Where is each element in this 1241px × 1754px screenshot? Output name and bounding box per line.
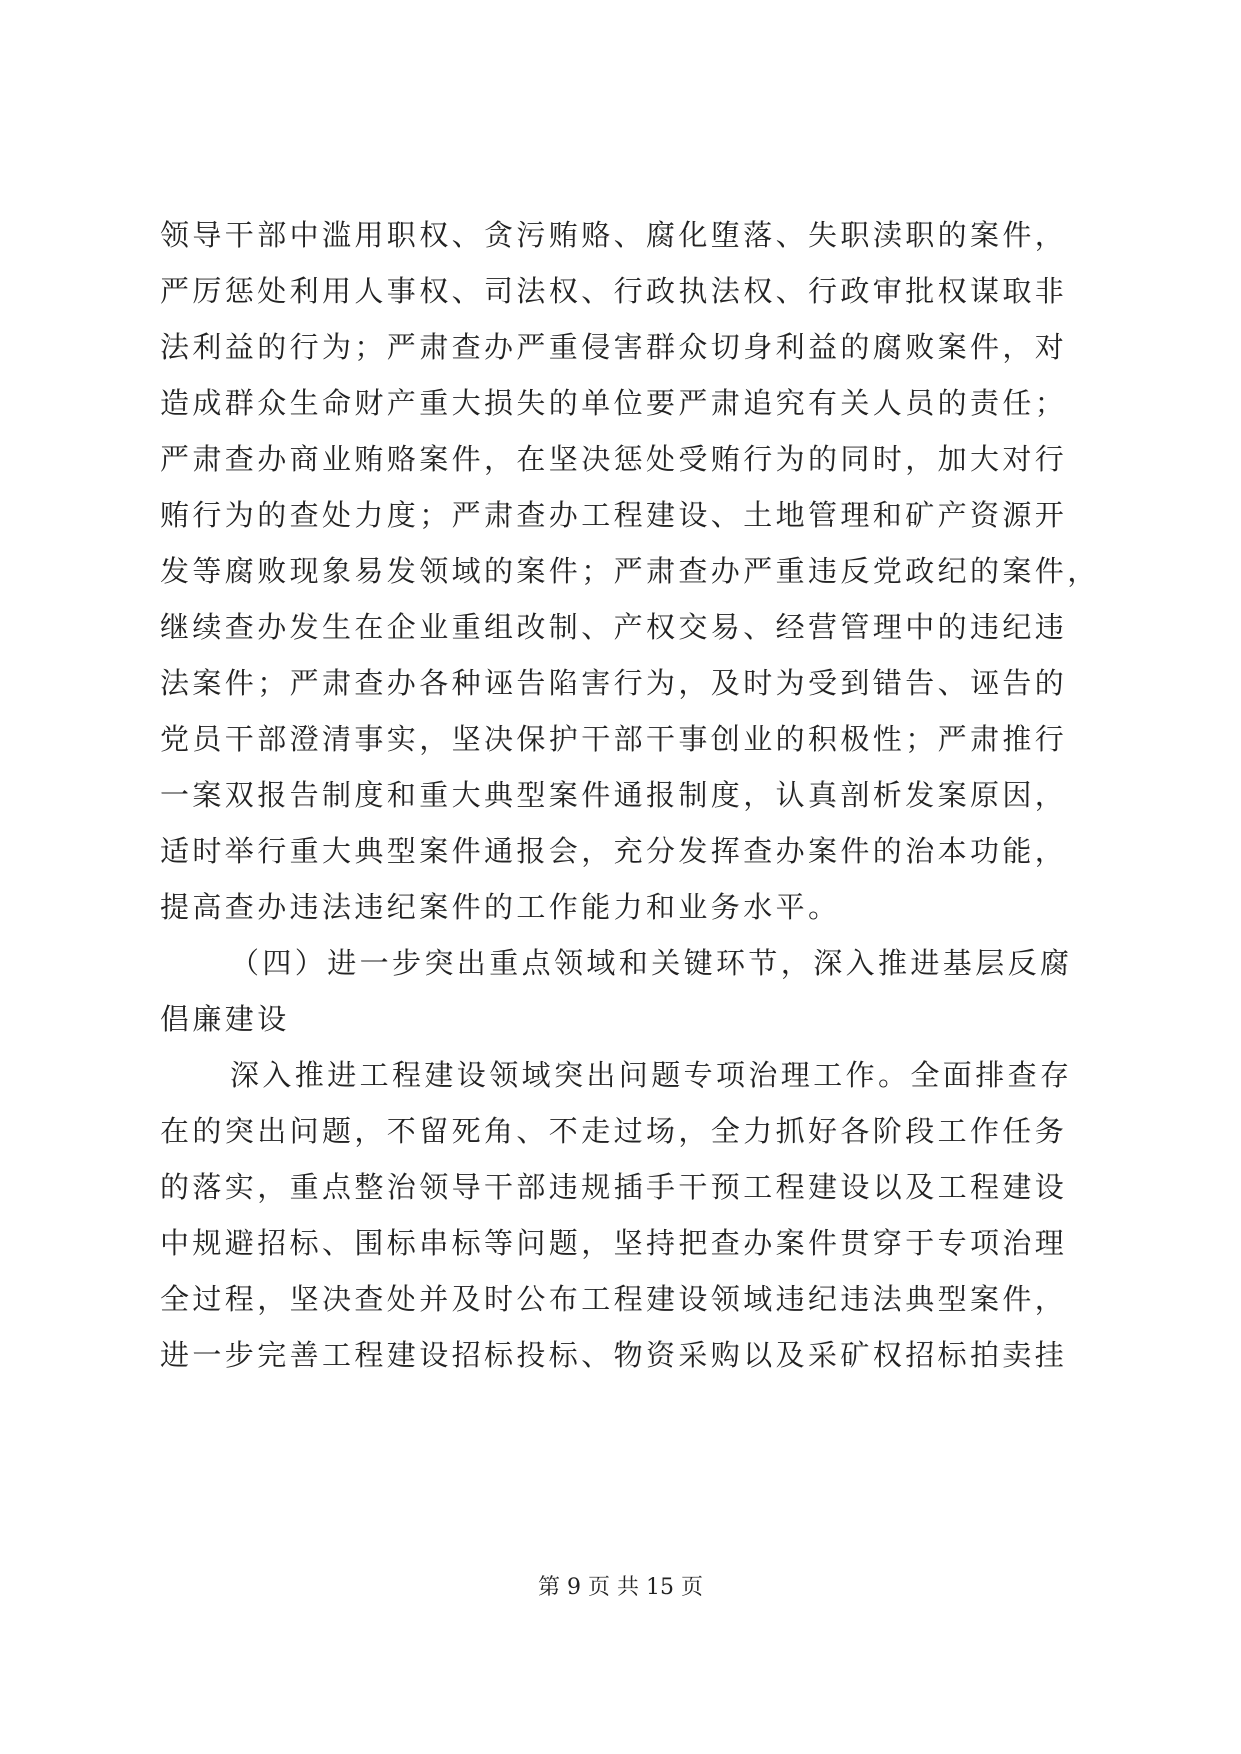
body-line: 全过程，坚决查处并及时公布工程建设领域违纪违法典型案件， [160,1282,1068,1316]
body-line: 法利益的行为；严肃查办严重侵害群众切身利益的腐败案件，对 [160,330,1068,364]
body-line: 党员干部澄清事实，坚决保护干部干事创业的积极性；严肃推行 [160,722,1068,756]
body-line: 贿行为的查处力度；严肃查办工程建设、土地管理和矿产资源开 [160,498,1068,532]
body-line: 领导干部中滥用职权、贪污贿赂、腐化堕落、失职渎职的案件， [160,218,1068,252]
body-line: 一案双报告制度和重大典型案件通报制度，认真剖析发案原因， [160,778,1068,812]
body-line: 在的突出问题，不留死角、不走过场，全力抓好各阶段工作任务 [160,1114,1068,1148]
body-line: 严肃查办商业贿赂案件，在坚决惩处受贿行为的同时，加大对行 [160,442,1068,476]
body-line: 深入推进工程建设领域突出问题专项治理工作。全面排查存 [230,1058,1073,1092]
body-line: 严厉惩处利用人事权、司法权、行政执法权、行政审批权谋取非 [160,274,1068,308]
body-line: 适时举行重大典型案件通报会，充分发挥查办案件的治本功能， [160,834,1068,868]
page-number-footer: 第 9 页 共 15 页 [538,1575,703,1600]
body-line: 法案件；严肃查办各种诬告陷害行为，及时为受到错告、诬告的 [160,666,1068,700]
body-line: 中规避招标、围标串标等问题，坚持把查办案件贯穿于专项治理 [160,1226,1068,1260]
body-line: 进一步完善工程建设招标投标、物资采购以及采矿权招标拍卖挂 [160,1338,1068,1372]
section-heading-line: （四）进一步突出重点领域和关键环节，深入推进基层反腐 [230,946,1073,980]
body-line: 的落实，重点整治领导干部违规插手干预工程建设以及工程建设 [160,1170,1068,1204]
body-line: 发等腐败现象易发领域的案件；严肃查办严重违反党政纪的案件， [160,554,1100,588]
section-heading-line: 倡廉建设 [160,1002,290,1036]
body-line: 造成群众生命财产重大损失的单位要严肃追究有关人员的责任； [160,386,1068,420]
body-line: 继续查办发生在企业重组改制、产权交易、经营管理中的违纪违 [160,610,1068,644]
body-line: 提高查办违法违纪案件的工作能力和业务水平。 [160,890,841,924]
